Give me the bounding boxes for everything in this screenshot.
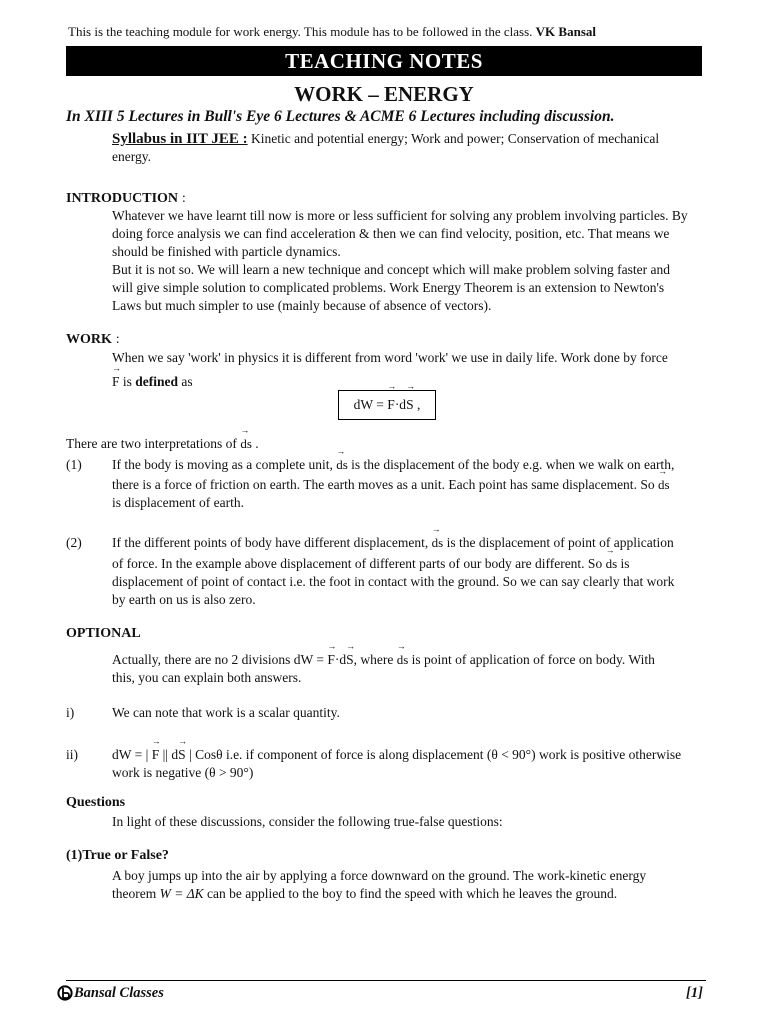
work-line2: [112, 373, 193, 391]
syllabus: [112, 130, 712, 148]
item2-line1: [112, 534, 704, 552]
point2-force-vector: → F: [152, 746, 160, 764]
true-false-line1: A boy jumps up into the air by applying a force downward on the ground. The work-kinetic energy: [112, 868, 647, 883]
optional-dot: ·d: [334, 652, 347, 667]
ds-vector: → ds: [606, 555, 618, 573]
true-false-body: [112, 867, 704, 903]
item2-text-a: If the different points of body have different displacement,: [112, 535, 429, 550]
footer-divider: [66, 980, 706, 981]
header-author: VK Bansal: [535, 24, 596, 39]
formula-dot: ·d: [394, 397, 407, 412]
formula-end: ,: [413, 397, 421, 412]
optional-line2: this, you can explain both answers.: [112, 670, 302, 685]
introduction-label: INTRODUCTION: [66, 191, 179, 206]
work-line1: When we say 'work' in physics it is different from word 'work' we use in daily life. Work done by force: [112, 350, 668, 365]
header-note: [68, 24, 596, 40]
item-number: (2): [66, 535, 82, 550]
formula-force-vector: → F: [387, 391, 395, 419]
item2-text-is: is: [620, 556, 630, 571]
syllabus-line2: energy.: [112, 149, 151, 164]
syllabus-line1: Kinetic and potential energy; Work and power; Conservation of mechanical: [251, 131, 660, 146]
item1-text-c: there is a force of friction on earth. The earth moves as a unit. Each point has same displacement. So: [112, 477, 655, 492]
formula-dw: dW =: [353, 397, 388, 412]
work-line2-defined: defined: [135, 374, 179, 389]
item-number: (1): [66, 457, 82, 472]
item1-line1: [112, 456, 704, 474]
work-label: WORK: [66, 332, 112, 347]
lectures-line: In XIII 5 Lectures in Bull's Eye 6 Lectures & ACME 6 Lectures including discussion.: [66, 108, 615, 125]
intro-line: Whatever we have learnt till now is more or less sufficient for solving any problem involving particles. By: [112, 208, 688, 223]
intro-line: But it is not so. We will learn a new technique and concept which will make problem solving faster and: [112, 262, 671, 277]
questions-heading: Questions: [66, 795, 126, 810]
interpretation-item-1: [112, 456, 704, 512]
intro-line: doing force analysis we can find acceleration & then we can find velocity, position, etc. That means we: [112, 226, 670, 241]
intro-line: Laws but much simpler to use (mainly because of absence of vectors).: [112, 298, 492, 313]
point-number: i): [66, 705, 75, 720]
point2-text-b: || d: [159, 747, 179, 762]
syllabus-label: Syllabus in IIT JEE :: [112, 131, 248, 147]
work-line2-is: is: [122, 374, 132, 389]
true-false-text-b: can be applied to the boy to find the speed with which he leaves the ground.: [207, 886, 618, 901]
optional-body: [112, 651, 704, 687]
point2-text-c: | Cosθ i.e. if component of force is along displacement (θ < 90°) work is positive otherwise: [185, 747, 682, 762]
ds-vector: → ds: [397, 651, 409, 669]
item2-line4: by earth on us is also zero.: [112, 592, 256, 607]
work-line2-as: as: [181, 374, 193, 389]
intro-line: should be finished with particle dynamics.: [112, 244, 341, 259]
point-scalar: We can note that work is a scalar quantity.: [112, 705, 340, 720]
header-note-text: This is the teaching module for work energy. This module has to be followed in the class.: [68, 24, 533, 39]
work-kinetic-equation: W = ΔK: [159, 886, 204, 901]
page-title: WORK – ENERGY: [294, 82, 474, 106]
footer-brand: Bansal Classes: [74, 985, 164, 1001]
questions-text: In light of these discussions, consider the following true-false questions:: [112, 814, 503, 829]
formula-displacement-vector: → S: [406, 391, 414, 419]
true-false-heading: (1)True or False?: [66, 848, 169, 863]
bansal-logo-icon: [57, 985, 73, 1001]
ds-vector: → ds: [336, 456, 348, 474]
introduction-colon: :: [182, 190, 186, 205]
item2-line3: displacement of point of contact i.e. the foot in contact with the ground. So we can say clearly that work: [112, 574, 675, 589]
force-vector: → F: [112, 373, 120, 391]
introduction-heading: [66, 189, 186, 207]
interpretations-intro: [66, 435, 259, 453]
item1-text-a: If the body is moving as a complete unit,: [112, 457, 333, 472]
item2-text-c: of force. In the example above displacement of different parts of our body are different. So: [112, 556, 603, 571]
teaching-notes-banner: TEACHING NOTES: [66, 46, 702, 76]
interpretations-intro-text: There are two interpretations of: [66, 436, 237, 451]
item2-text-b: is the displacement of point of application: [446, 535, 674, 550]
point2-displacement-vector: → S: [178, 746, 186, 764]
introduction-body: [112, 207, 704, 315]
ds-vector: → ds: [240, 435, 252, 453]
optional-displacement-vector: → S: [346, 651, 354, 669]
work-colon: :: [115, 331, 120, 346]
point-number: ii): [66, 747, 78, 762]
interpretations-intro-end: .: [255, 436, 259, 451]
ds-vector: → ds: [658, 476, 670, 494]
interpretation-item-2: [112, 534, 704, 609]
optional-line1: [112, 651, 704, 669]
work-heading: [66, 330, 120, 348]
item1-line2: [112, 476, 704, 494]
point2-line2: work is negative (θ > 90°): [112, 765, 254, 780]
true-false-line2: [112, 885, 704, 903]
optional-text-a: Actually, there are no 2 divisions dW =: [112, 652, 328, 667]
page-number: [1]: [686, 985, 703, 1001]
work-formula-box: [338, 390, 436, 420]
ds-vector: → ds: [432, 534, 444, 552]
point-sign-of-work: [112, 746, 704, 782]
item2-line2: [112, 555, 704, 573]
point2-text-a: dW = |: [112, 747, 152, 762]
optional-force-vector: → F: [327, 651, 335, 669]
point2-line1: [112, 746, 704, 764]
item1-text-b: is the displacement of the body e.g. when we walk on earth,: [351, 457, 675, 472]
optional-heading: OPTIONAL: [66, 626, 141, 641]
true-false-text-a: theorem: [112, 886, 157, 901]
optional-text-b: , where: [353, 652, 394, 667]
intro-line: will give simple solution to complicated problems. Work Energy Theorem is an extension to Newton's: [112, 280, 665, 295]
optional-text-c: is point of application of force on body. With: [411, 652, 655, 667]
item1-line3: is displacement of earth.: [112, 495, 244, 510]
